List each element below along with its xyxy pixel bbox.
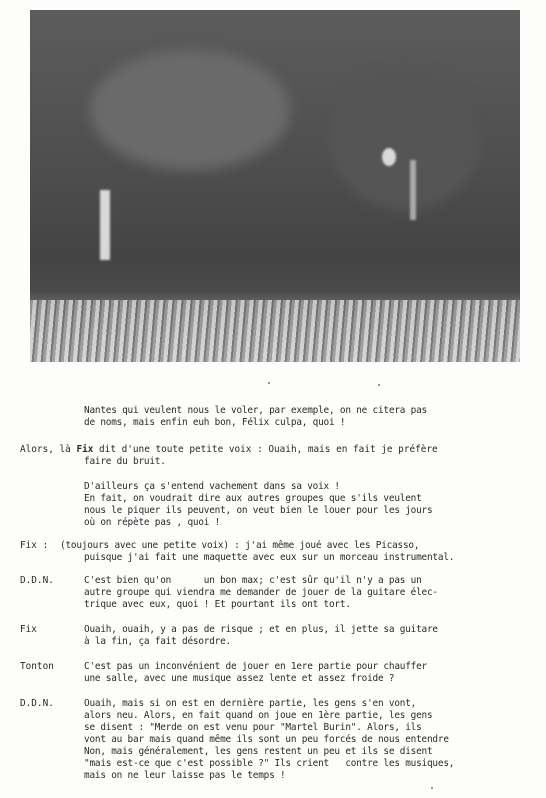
paragraph-4-line-0: C'est bien qu'on un bon max; c'est sûr qu'il n'y a pas un [84, 575, 422, 586]
paragraph-6-line-0: C'est pas un inconvénient de jouer en 1ere partie pour chauffer [84, 661, 427, 672]
stage-floor [30, 300, 520, 362]
paragraph-5-line-0: Ouaih, ouaih, y a pas de risque ; et en plus, il jette sa guitare [84, 624, 438, 635]
paragraph-7-line-3: vont au bar mais quand même ils sont un peu forcés de nous entendre [84, 734, 449, 745]
paragraph-7-line-0: Ouaih, mais si on est en dernière partie, les gens s'en vont, [84, 698, 417, 709]
speaker-label: Fix [20, 624, 37, 635]
concert-photo [30, 10, 520, 362]
paragraph-7-line-4: Non, mais généralement, les gens restent un peu et ils se disent [84, 746, 433, 757]
paragraph-2-line-0: D'ailleurs ça s'entend vachement dans sa voix ! [84, 481, 340, 492]
paragraph-3-line-0: (toujours avec une petite voix) : j'ai même joué avec les Picasso, [60, 540, 420, 551]
paragraph-1-lead: Alors, là Fix dit d'une toute petite voix : Ouaih, mais en fait je préfère [20, 444, 438, 455]
speaker-label: D.D.N. [20, 698, 54, 709]
paragraph-2-line-3: où on répète pas , quoi ! [84, 517, 221, 528]
speaker-label: D.D.N. [20, 575, 54, 586]
paragraph-7-line-1: alors neu. Alors, en fait quand on joue en 1ère partie, les gens [84, 710, 433, 721]
paragraph-6-line-1: une salle, avec une musique assez lente et assez froide ? [84, 673, 395, 684]
paragraph-2-line-1: En fait, on voudrait dire aux autres groupes que s'ils veulent [84, 493, 422, 504]
speaker-label: Fix : [20, 540, 49, 551]
paragraph-0-line-1: de noms, mais enfin euh bon, Félix culpa, quoi ! [84, 417, 346, 428]
speck [431, 787, 433, 789]
performer-right [382, 148, 396, 166]
speaker-label: Tonton [20, 661, 54, 672]
speck [378, 384, 380, 386]
paragraph-7-line-5: "mais est-ce que c'est possible ?" Ils crient contre les musiques, [84, 758, 455, 769]
paragraph-2-line-2: nous le piquer ils peuvent, on veut bien le louer pour les jours [84, 505, 433, 516]
paragraph-4-line-2: trique avec eux, quoi ! Et pourtant ils ont tort. [84, 599, 351, 610]
paragraph-7-line-2: se disent : "Merde on est venu pour "Martel Burin". Alors, ils [84, 722, 422, 733]
paragraph-5-line-1: à la fin, ça fait désordre. [84, 636, 231, 647]
paragraph-7-line-6: mais on ne leur laisse pas le temps ! [84, 770, 286, 781]
paragraph-3-line-1: puisque j'ai fait une maquette avec eux sur un morceau instrumental. [84, 552, 455, 563]
performer-left [100, 190, 110, 260]
speck [268, 382, 270, 384]
paragraph-4-line-1: autre groupe qui viendra me demander de jouer de la guitare élec- [84, 587, 438, 598]
paragraph-0-line-0: Nantes qui veulent nous le voler, par exemple, on ne citera pas [84, 405, 427, 416]
paragraph-1-line-0: faire du bruit. [84, 456, 166, 467]
